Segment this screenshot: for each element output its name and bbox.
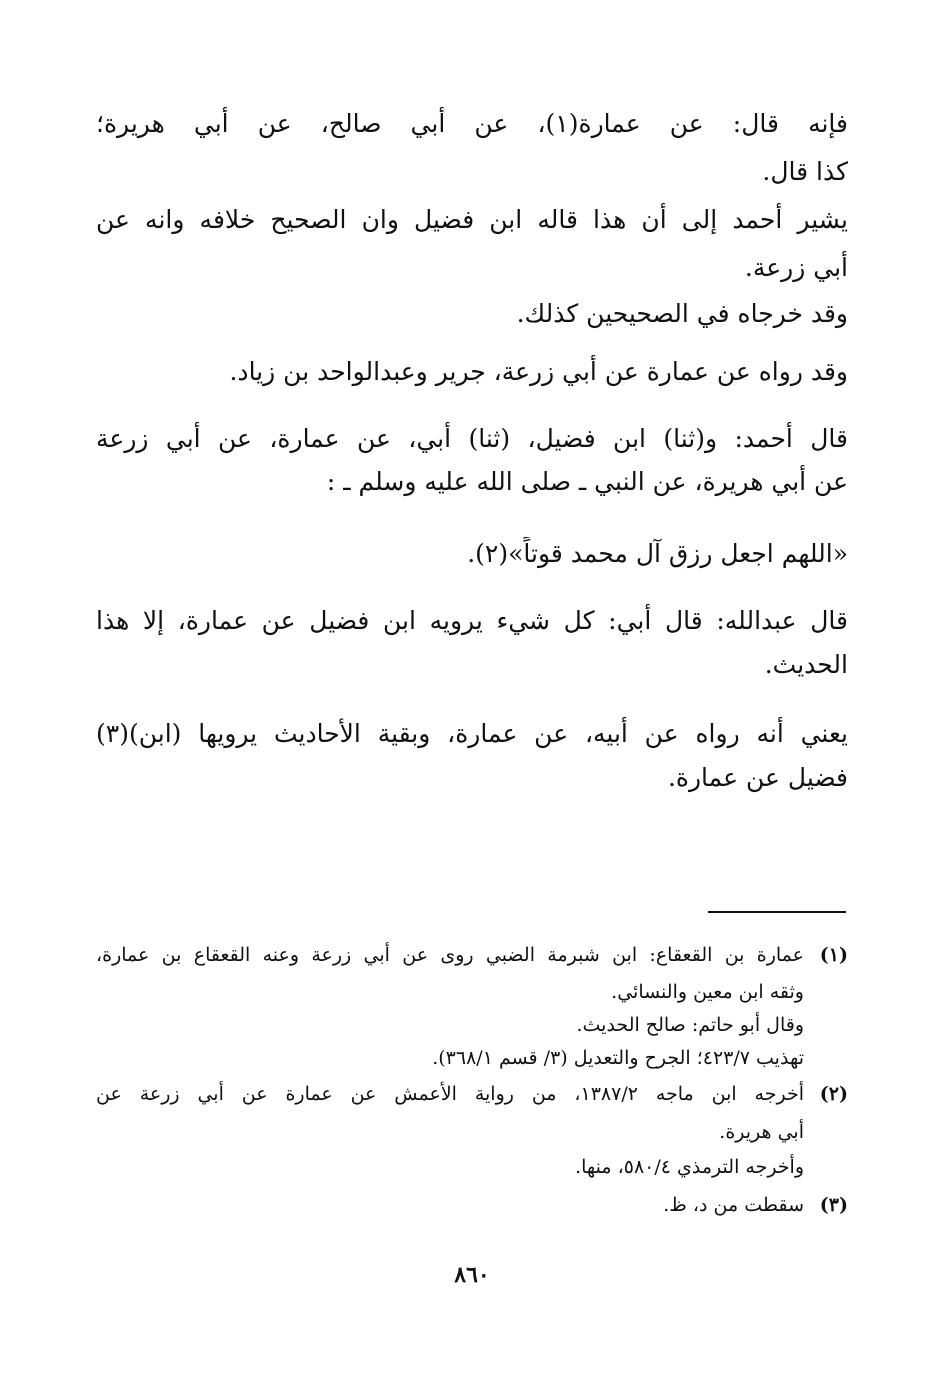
footnote-1-line-1 [96,941,848,969]
footnote-3-number: (٣) [819,1194,848,1216]
body-line-11: الحديث. [764,650,848,679]
footnote-1-line-2: وثقه ابن معين والنسائي. [611,981,804,1003]
footnote-2-text: أخرجه ابن ماجه ١٣٨٧/٢، من رواية الأعمش عن عمارة عن أبي زرعة عن [96,1083,804,1105]
body-line-3: يشير أحمد إلى أن هذا قاله ابن فضيل وان الصحيح خلافه وانه عن [96,205,848,234]
body-line-7: قال أحمد: و(ثنا) ابن فضيل، (ثنا) أبي، عن عمارة، عن أبي زرعة [96,424,848,453]
footnote-3-text: سقطت من د، ظ. [663,1194,804,1216]
body-line-2: كذا قال. [762,157,848,186]
body-line-4: أبي زرعة. [744,253,848,282]
body-line-8: عن أبي هريرة، عن النبي ـ صلى الله عليه وسلم ـ : [326,467,848,496]
page-number: ٨٦٠ [454,1262,490,1288]
footnote-2-line-2: أبي هريرة. [719,1121,804,1143]
footnote-2-line-1 [96,1080,848,1108]
footnote-1-number: (١) [819,944,848,966]
footnote-3-line-1 [96,1191,848,1219]
footnote-1-text: عمارة بن القعقاع: ابن شبرمة الضبي روى عن أبي زرعة وعنه القعقاع بن عمارة، [96,944,804,966]
footnote-2-number: (٢) [819,1083,848,1105]
footnote-1-line-3: وقال أبو حاتم: صالح الحديث. [576,1014,804,1036]
body-line-12: يعني أنه رواه عن أبيه، عن عمارة، وبقية الأحاديث يرويها (ابن)(٣) [96,719,848,748]
body-line-10: قال عبدالله: قال أبي: كل شيء يرويه ابن فضيل عن عمارة، إلا هذا [96,606,848,635]
footnote-separator [708,911,846,913]
body-line-13: فضيل عن عمارة. [667,763,848,792]
body-line-5: وقد خرجاه في الصحيحين كذلك. [516,299,848,328]
body-line-9: «اللهم اجعل رزق آل محمد قوتاً»(٢). [467,539,848,568]
footnote-2-line-3: وأخرجه الترمذي ٥٨٠/٤، منها. [575,1156,804,1178]
body-line-6: وقد رواه عن عمارة عن أبي زرعة، جرير وعبدالواحد بن زياد. [229,357,848,386]
body-line-1: فإنه قال: عن عمارة(١)، عن أبي صالح، عن أبي هريرة؛ [96,109,848,138]
footnote-1-line-4: تهذيب ٤٢٣/٧؛ الجرح والتعديل (٣/ قسم ٣٦٨/١). [432,1047,804,1069]
